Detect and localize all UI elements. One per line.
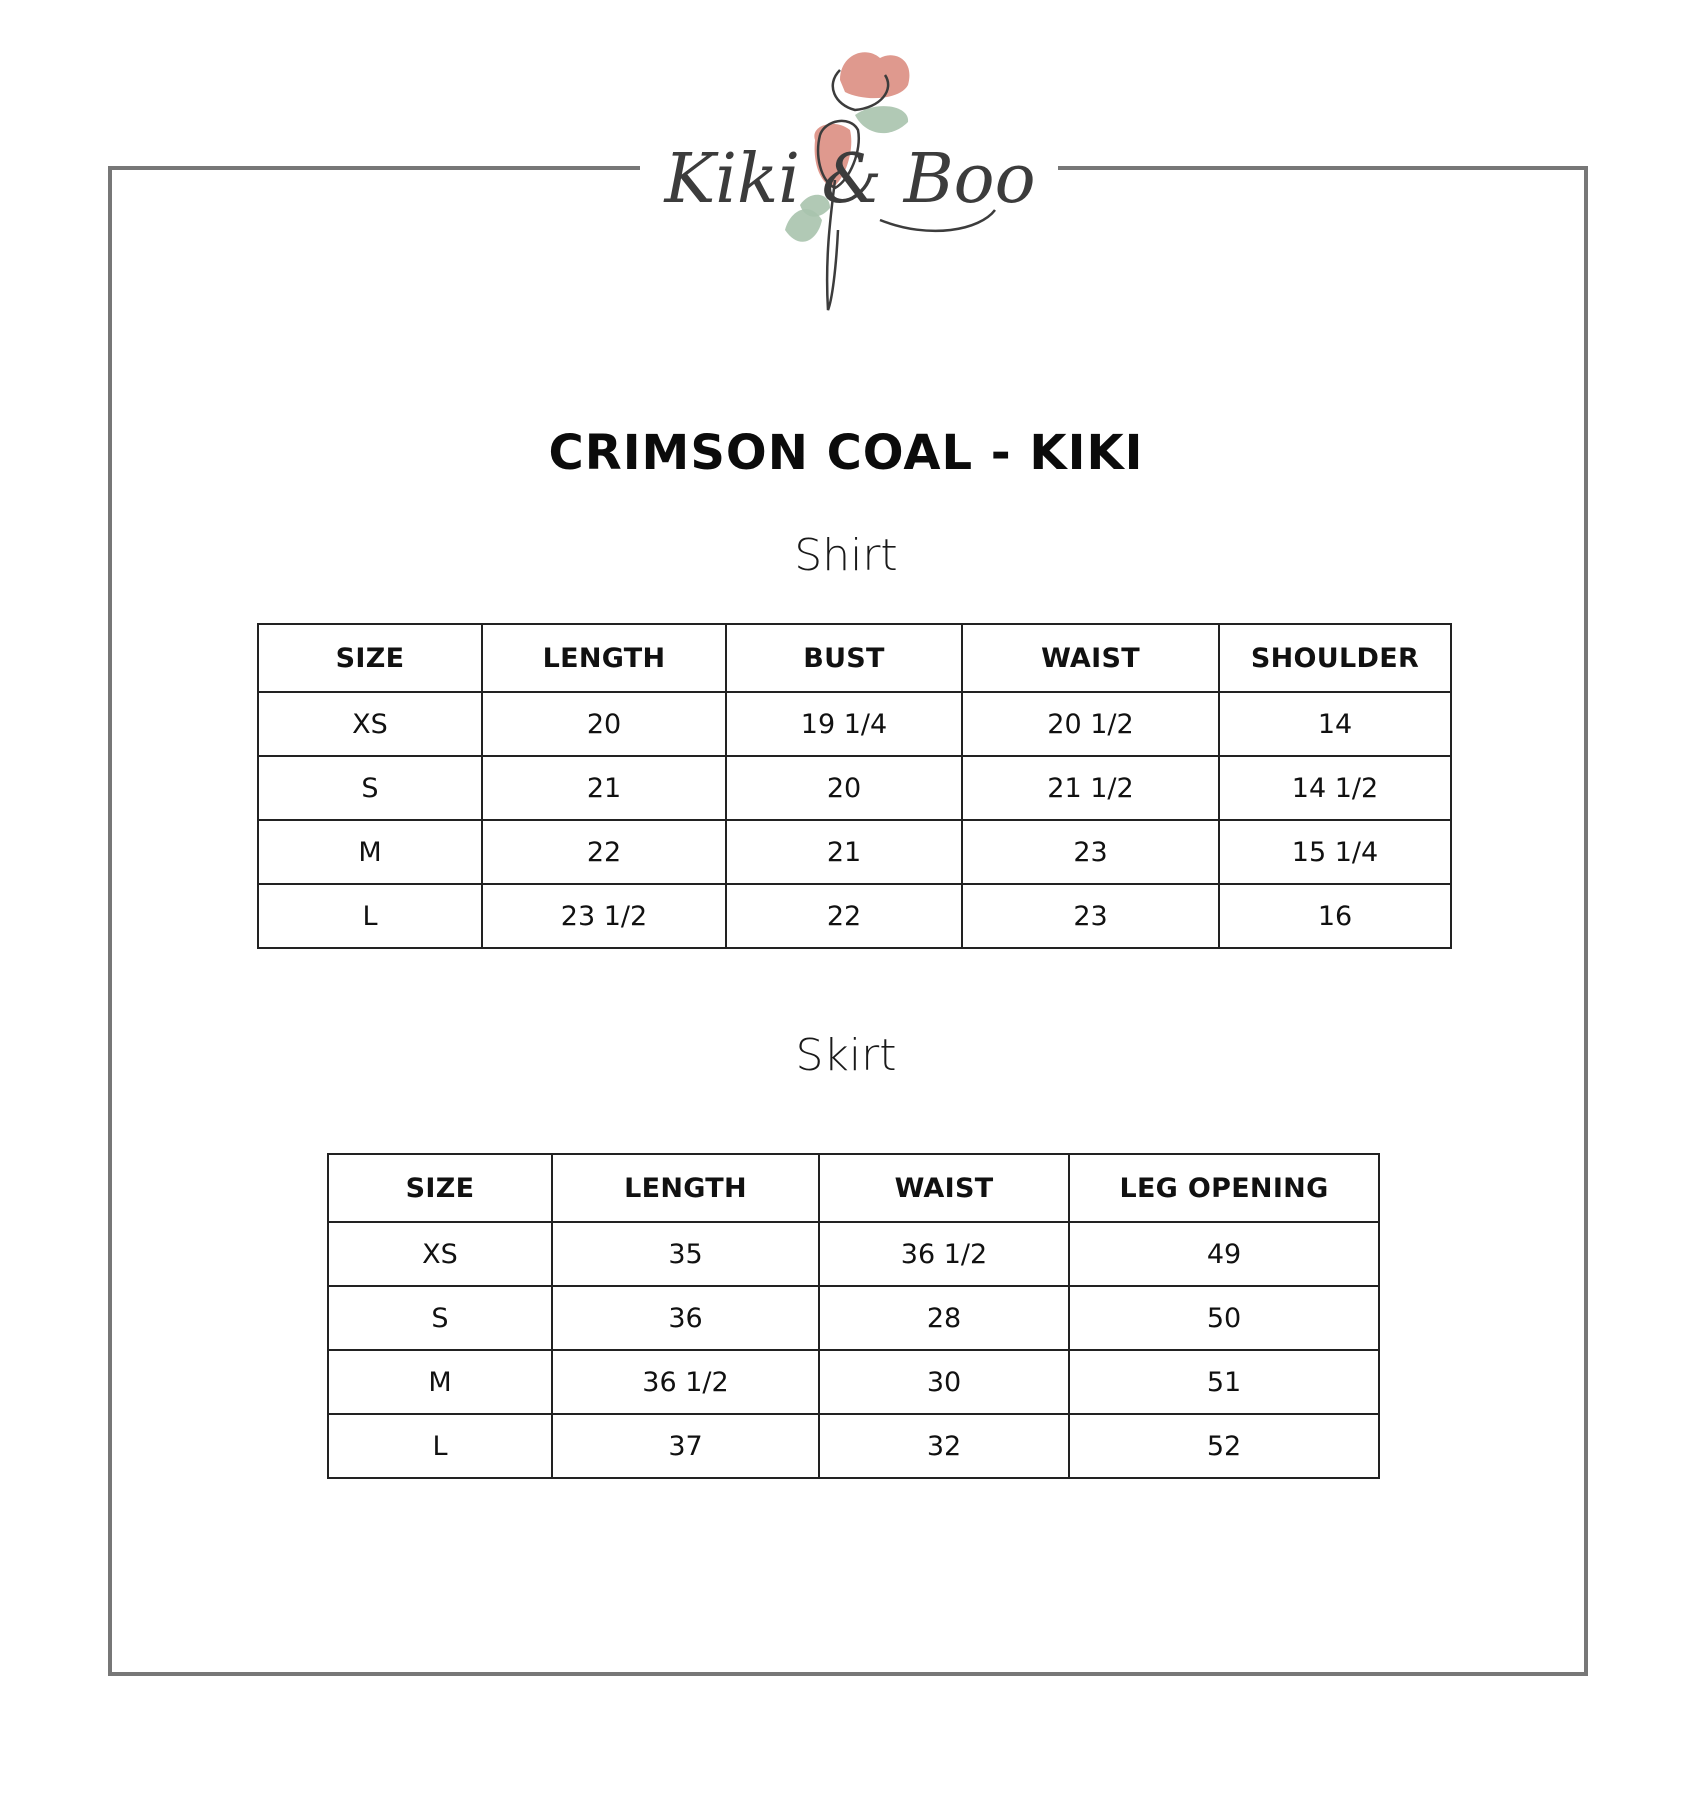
table-cell: 23 [962,820,1219,884]
table-cell: 49 [1069,1222,1379,1286]
table-row [258,692,1451,756]
shirt-column-header: WAIST [962,624,1219,692]
shirt-column-header: SHOULDER [1219,624,1451,692]
table-cell: 21 [726,820,962,884]
table-cell: L [258,884,482,948]
table-cell: 51 [1069,1350,1379,1414]
skirt-size-table [327,1153,1380,1479]
table-cell: 32 [819,1414,1069,1478]
table-row [258,756,1451,820]
table-row [328,1414,1379,1478]
shirt-header-row [258,624,1451,692]
table-cell: 15 1/4 [1219,820,1451,884]
shirt-table-body [258,692,1451,948]
skirt-table-body [328,1222,1379,1478]
table-cell: 21 1/2 [962,756,1219,820]
skirt-column-header: WAIST [819,1154,1069,1222]
logo-leaf-right [855,106,908,133]
table-cell: XS [328,1222,552,1286]
shirt-size-table [257,623,1452,949]
skirt-column-header: SIZE [328,1154,552,1222]
shirt-column-header: BUST [726,624,962,692]
shirt-heading: Shirt [794,530,898,581]
table-cell: 20 [726,756,962,820]
table-cell: S [328,1286,552,1350]
table-cell: 19 1/4 [726,692,962,756]
skirt-column-header: LENGTH [552,1154,819,1222]
table-cell: 23 [962,884,1219,948]
table-cell: 20 1/2 [962,692,1219,756]
table-row [258,820,1451,884]
table-cell: 35 [552,1222,819,1286]
table-row [328,1286,1379,1350]
logo-wordmark: Kiki & Boo [664,140,1036,219]
table-cell: 20 [482,692,726,756]
brand-logo [650,30,1050,320]
table-cell: M [258,820,482,884]
table-cell: 30 [819,1350,1069,1414]
table-cell: 21 [482,756,726,820]
document-title: CRIMSON COAL - KIKI [548,425,1144,481]
skirt-header-row [328,1154,1379,1222]
table-cell: 36 1/2 [552,1350,819,1414]
table-cell: 37 [552,1414,819,1478]
table-cell: 22 [482,820,726,884]
table-cell: 28 [819,1286,1069,1350]
table-cell: 16 [1219,884,1451,948]
table-cell: 14 [1219,692,1451,756]
table-cell: 52 [1069,1414,1379,1478]
table-row [328,1222,1379,1286]
skirt-heading: Skirt [795,1030,897,1081]
table-cell: 22 [726,884,962,948]
table-cell: L [328,1414,552,1478]
table-cell: 14 1/2 [1219,756,1451,820]
table-cell: 23 1/2 [482,884,726,948]
table-cell: 36 1/2 [819,1222,1069,1286]
skirt-column-header: LEG OPENING [1069,1154,1379,1222]
shirt-column-header: SIZE [258,624,482,692]
table-cell: 36 [552,1286,819,1350]
table-cell: XS [258,692,482,756]
table-row [258,884,1451,948]
shirt-column-header: LENGTH [482,624,726,692]
table-row [328,1350,1379,1414]
table-cell: S [258,756,482,820]
table-cell: M [328,1350,552,1414]
table-cell: 50 [1069,1286,1379,1350]
logo-petal-top [840,52,909,98]
